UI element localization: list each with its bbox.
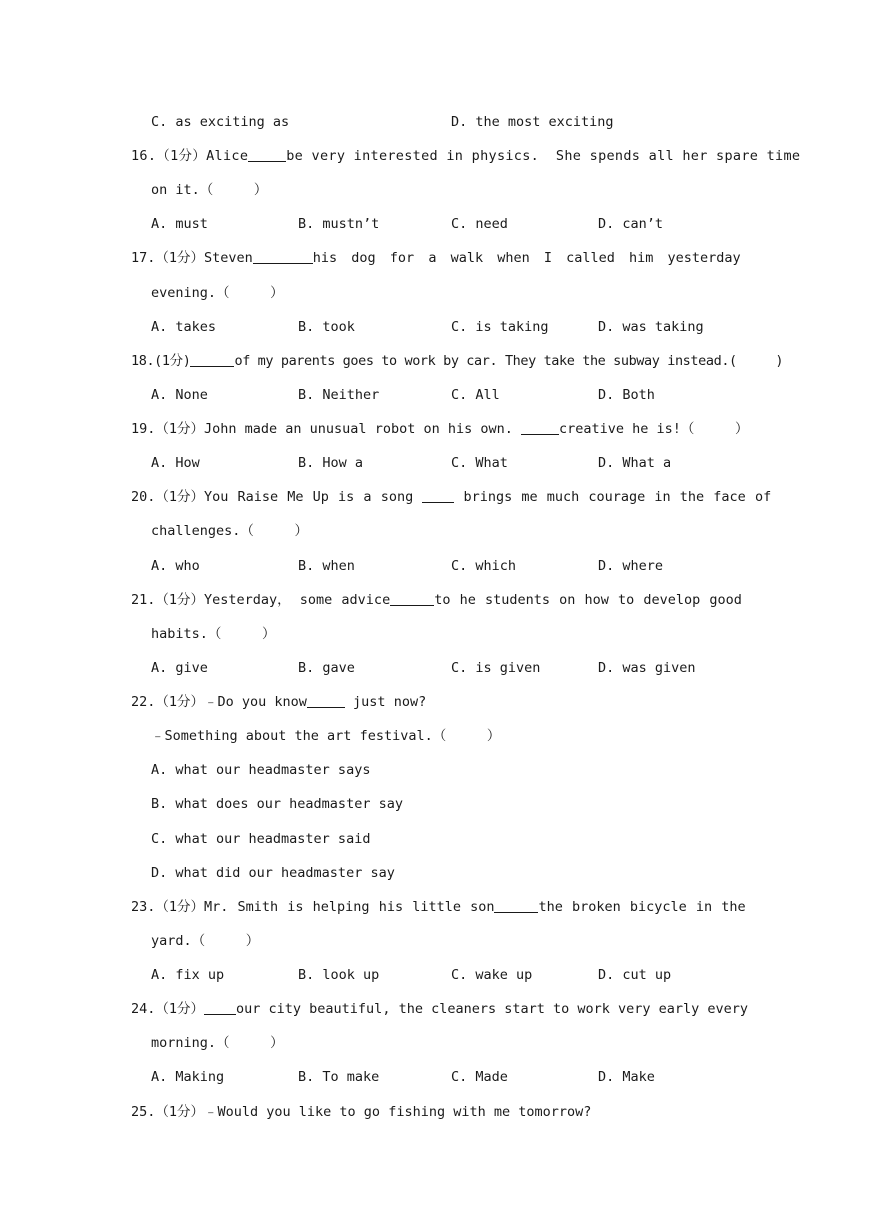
option-a: A. what our headmaster says <box>151 762 371 778</box>
option-c: C. What <box>451 455 508 471</box>
question-24-continuation: morning.（ ） <box>151 1035 284 1051</box>
answer-blank <box>190 352 234 367</box>
option-b: B. Neither <box>298 387 380 403</box>
question-19-stem-start: 19.（1分）John made an unusual robot on his own. <box>131 421 521 437</box>
question-21-stem-end: to he students on how to develop good <box>434 592 742 608</box>
question-18-stem-end: of my parents goes to work by car. They take the subway instead.( ) <box>234 353 784 369</box>
option-b: B. mustn’t <box>298 216 380 232</box>
question-21 <box>131 590 742 610</box>
option-a: A. must <box>151 216 208 232</box>
question-23-stem-end: the broken bicycle in the <box>538 899 746 915</box>
question-25: 25.（1分）﹣Would you like to go fishing with me tomorrow? <box>131 1104 592 1120</box>
question-17-stem-start: 17.（1分）Steven <box>131 250 253 266</box>
option-c: C. wake up <box>451 967 533 983</box>
option-a: A. Making <box>151 1069 225 1085</box>
option-b: B. look up <box>298 967 380 983</box>
question-23-stem-start: 23.（1分）Mr. Smith is helping his little son <box>131 899 495 915</box>
question-21-continuation: habits.（ ） <box>151 626 276 642</box>
question-21-stem-start: 21.（1分）Yesterday， some advice <box>131 592 391 608</box>
answer-blank <box>253 249 313 264</box>
answer-blank <box>204 1000 236 1015</box>
question-23 <box>131 897 746 917</box>
question-16-stem-start: 16.（1分）Alice <box>131 148 249 164</box>
option-a: A. give <box>151 660 208 676</box>
option-c: C. All <box>451 387 500 403</box>
option-d: D. Both <box>598 387 655 403</box>
option-c: C. is given <box>451 660 541 676</box>
question-20-stem-end: brings me much courage in the face of <box>454 489 772 505</box>
question-18-stem-start: 18.(1分) <box>131 353 191 369</box>
option-d: D. where <box>598 558 664 574</box>
answer-blank <box>248 147 286 162</box>
question-16-stem-end: be very interested in physics. She spends all her spare time <box>286 148 801 164</box>
option-b: B. when <box>298 558 355 574</box>
question-20-continuation: challenges.（ ） <box>151 523 309 539</box>
question-24-stem-start: 24.（1分） <box>131 1001 205 1017</box>
question-22-stem-end: just now? <box>344 694 427 710</box>
option-b: B. took <box>298 319 355 335</box>
question-22-stem-start: 22.（1分）﹣Do you know <box>131 694 307 710</box>
option-d: D. can’t <box>598 216 664 232</box>
option-a: A. fix up <box>151 967 225 983</box>
question-22-reply: ﹣Something about the art festival.（ ） <box>151 728 501 744</box>
question-18 <box>131 351 783 371</box>
q15-option-c: C. as exciting as <box>151 114 290 130</box>
option-a: A. takes <box>151 319 217 335</box>
option-c: C. what our headmaster said <box>151 831 371 847</box>
option-d: D. What a <box>598 455 672 471</box>
option-a: A. How <box>151 455 200 471</box>
question-20 <box>131 487 771 507</box>
question-16 <box>131 146 800 166</box>
option-d: D. cut up <box>598 967 672 983</box>
answer-blank <box>521 420 559 435</box>
option-d: D. what did our headmaster say <box>151 865 395 881</box>
option-b: B. How a <box>298 455 364 471</box>
option-d: D. was given <box>598 660 696 676</box>
question-24-stem-end: our city beautiful, the cleaners start to work very early every <box>236 1001 749 1017</box>
answer-blank <box>494 898 538 913</box>
q15-option-d: D. the most exciting <box>451 114 614 130</box>
question-16-continuation: on it.（ ） <box>151 182 268 198</box>
option-c: C. Made <box>451 1069 508 1085</box>
answer-blank <box>422 488 454 503</box>
option-a: A. None <box>151 387 208 403</box>
question-24 <box>131 999 748 1019</box>
question-17-continuation: evening.（ ） <box>151 285 284 301</box>
option-b: B. To make <box>298 1069 380 1085</box>
option-a: A. who <box>151 558 200 574</box>
question-17-stem-end: his dog for a walk when I called him yesterday <box>312 250 741 266</box>
answer-blank <box>390 591 434 606</box>
question-19-stem-end: creative he is!（ ） <box>559 421 749 437</box>
option-b: B. what does our headmaster say <box>151 796 403 812</box>
question-20-stem-start: 20.（1分）You Raise Me Up is a song <box>131 489 423 505</box>
option-d: D. Make <box>598 1069 655 1085</box>
question-19 <box>131 419 749 439</box>
question-23-continuation: yard.（ ） <box>151 933 260 949</box>
option-b: B. gave <box>298 660 355 676</box>
option-d: D. was taking <box>598 319 704 335</box>
question-17 <box>131 248 741 268</box>
question-22 <box>131 692 426 712</box>
option-c: C. which <box>451 558 517 574</box>
option-c: C. need <box>451 216 508 232</box>
option-c: C. is taking <box>451 319 549 335</box>
answer-blank <box>307 693 345 708</box>
